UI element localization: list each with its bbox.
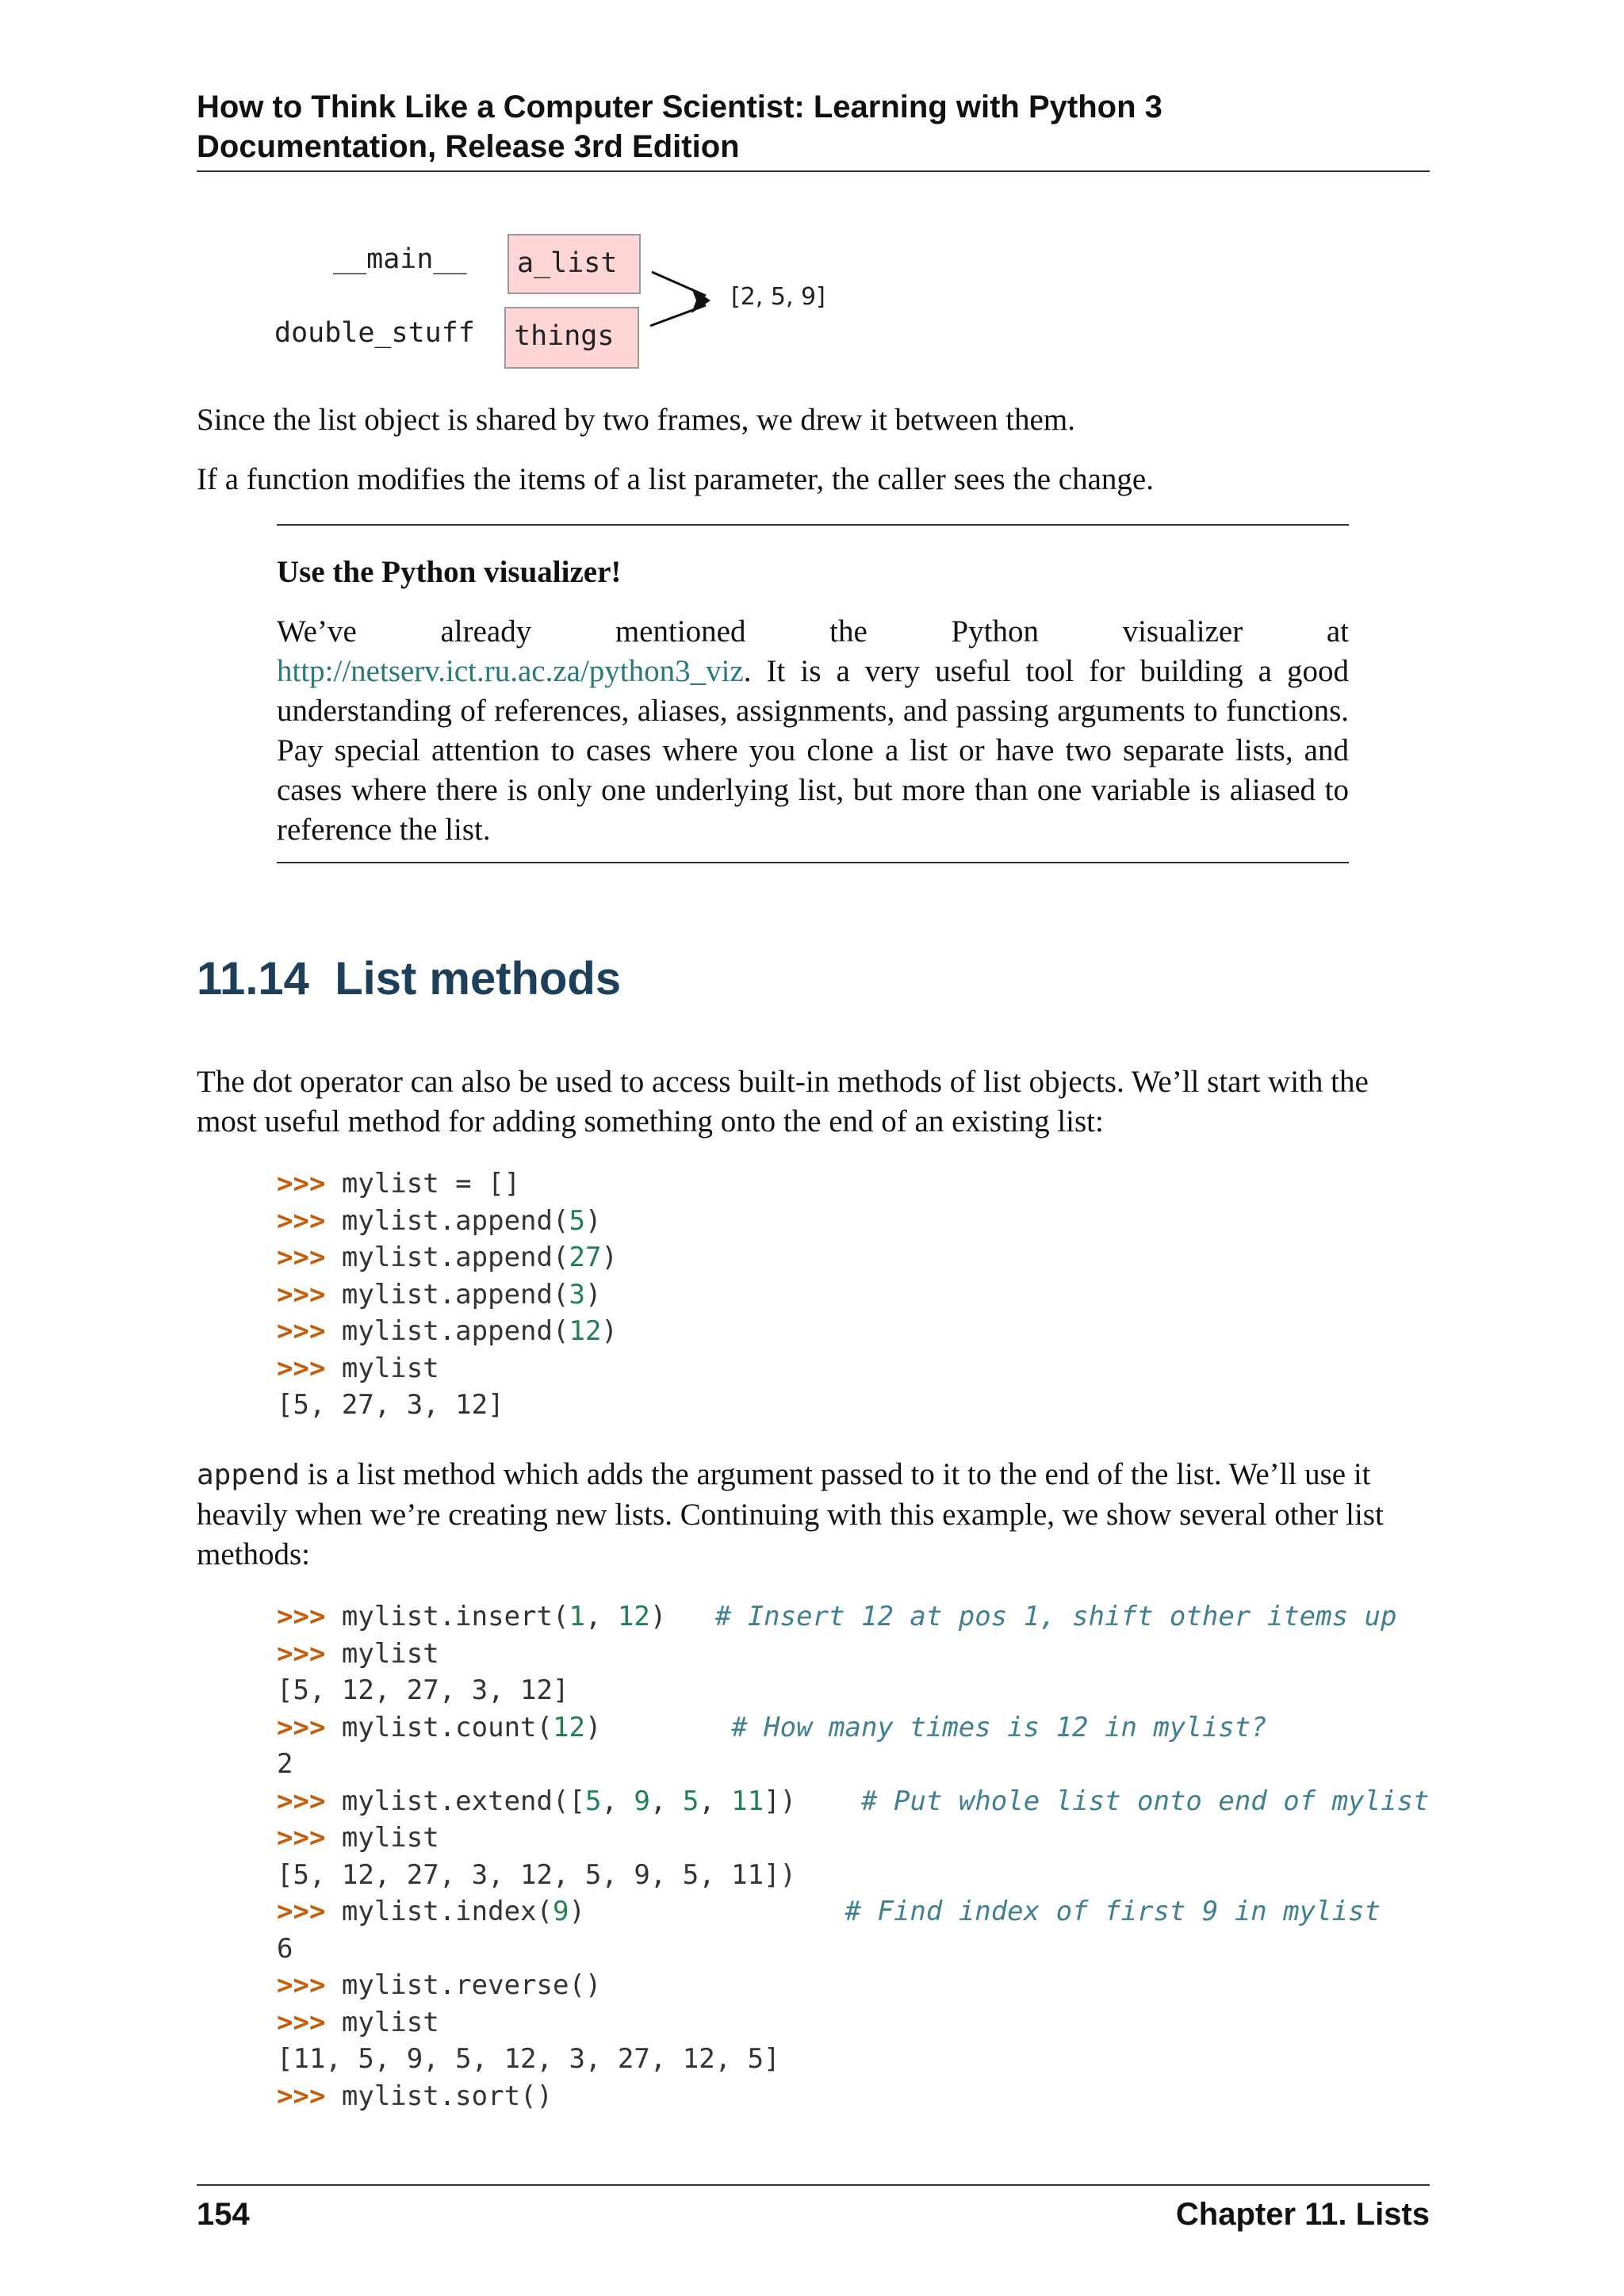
visualizer-link[interactable]: http://netserv.ict.ru.ac.za/python3_viz — [277, 654, 744, 688]
paragraph-append-text: is a list method which adds the argument passed to it to the end of the list. We’ll use it heavily when we’re creating new lists. Continuing with this example, we show several other list methods: — [197, 1457, 1384, 1571]
code-line — [277, 1820, 1429, 1857]
code-output: [5, 27, 3, 12] — [277, 1389, 504, 1421]
code-line — [277, 2078, 1429, 2115]
code-number: 12 — [569, 1315, 602, 1347]
code-output: [5, 12, 27, 3, 12] — [277, 1674, 569, 1706]
callout-bottom-rule — [277, 862, 1349, 863]
code-output: 6 — [277, 1932, 293, 1965]
code-number: 27 — [569, 1242, 602, 1273]
code-prompt: >>> — [277, 1637, 342, 1670]
page-number: 154 — [197, 2197, 250, 2232]
header-title-line-1: How to Think Like a Computer Scientist: Learning with Python 3 — [197, 90, 1162, 124]
code-line — [277, 2041, 1429, 2078]
paragraph-function-modifies: If a function modifies the items of a list parameter, the caller sees the change. — [197, 462, 1154, 496]
code-prompt: >>> — [277, 1278, 342, 1311]
code-text: mylist.reverse() — [341, 1969, 602, 2001]
code-line — [277, 1931, 1429, 1968]
callout-text-before-link: We’ve already mentioned the Python visualizer at — [277, 614, 1349, 649]
code-number: 12 — [553, 1711, 585, 1743]
code-line — [277, 1636, 1429, 1673]
code-number: 5 — [569, 1204, 585, 1237]
code-block-append — [277, 1165, 618, 1424]
code-text: ) — [584, 1204, 602, 1237]
code-text: , — [649, 1785, 683, 1817]
code-prompt: >>> — [277, 1601, 342, 1632]
code-prompt: >>> — [277, 1969, 342, 2001]
section-heading — [197, 951, 1430, 1007]
code-number: 5 — [584, 1785, 602, 1817]
code-line — [277, 1350, 618, 1387]
inline-code-append: append — [197, 1459, 301, 1491]
code-line — [277, 1276, 618, 1314]
footer-divider — [197, 2184, 1430, 2186]
code-text: ) — [584, 1711, 602, 1743]
code-output: 2 — [277, 1748, 293, 1780]
code-number: 12 — [617, 1601, 650, 1632]
code-text: mylist — [341, 1352, 439, 1384]
code-prompt: >>> — [277, 1242, 342, 1273]
code-prompt: >>> — [277, 1785, 342, 1817]
code-line — [277, 1857, 1429, 1894]
code-prompt: >>> — [277, 1822, 342, 1854]
header-divider — [197, 170, 1430, 172]
variable-box-things: things — [504, 307, 639, 369]
code-text: mylist = [] — [341, 1168, 521, 1200]
code-prompt: >>> — [277, 1168, 342, 1200]
callout-text-after-link: . It is a very useful tool for building a good understanding of references, aliases, assignments, and passing arguments to functions. Pay special attention to cases where you clone a list or have two separate lists, and cases where there is only one underlying list, but more than one variable is aliased to reference the list. — [277, 654, 1349, 847]
code-line — [277, 1893, 1429, 1931]
code-block-list-methods — [277, 1598, 1429, 2114]
code-number: 11 — [731, 1785, 764, 1817]
callout-body — [277, 612, 1349, 850]
section-title: List methods — [335, 953, 622, 1004]
code-text: ) — [601, 1242, 618, 1273]
paragraph-append — [197, 1455, 1430, 1575]
code-number: 9 — [553, 1896, 569, 1927]
code-text: ) — [649, 1601, 667, 1632]
frame-label-main: __main__ — [333, 243, 467, 275]
code-text: mylist — [341, 1637, 439, 1670]
code-text: ) — [601, 1315, 618, 1347]
code-text: , — [601, 1785, 634, 1817]
callout-top-rule — [277, 524, 1349, 526]
code-prompt: >>> — [277, 1896, 342, 1927]
code-text: mylist.append( — [341, 1278, 569, 1311]
code-number: 9 — [634, 1785, 650, 1817]
code-line — [277, 1203, 618, 1240]
code-line — [277, 1239, 618, 1276]
callout-title: Use the Python visualizer! — [277, 555, 622, 589]
code-prompt: >>> — [277, 2080, 342, 2112]
code-line — [277, 1165, 618, 1203]
code-text: mylist — [341, 1822, 439, 1854]
code-prompt: >>> — [277, 2006, 342, 2038]
code-prompt: >>> — [277, 1352, 342, 1384]
header-title-line-2: Documentation, Release 3rd Edition — [197, 129, 740, 164]
code-text: mylist.extend([ — [341, 1785, 585, 1817]
code-prompt: >>> — [277, 1204, 342, 1237]
code-comment: # Insert 12 at pos 1, shift other items up — [666, 1601, 1397, 1632]
running-header — [197, 87, 1430, 166]
code-prompt: >>> — [277, 1711, 342, 1743]
code-line — [277, 2004, 1429, 2042]
code-number: 3 — [569, 1278, 585, 1311]
code-line — [277, 1313, 618, 1350]
frame-label-double-stuff: double_stuff — [274, 317, 475, 349]
code-text: mylist.append( — [341, 1242, 569, 1273]
code-output: [11, 5, 9, 5, 12, 3, 27, 12, 5] — [277, 2043, 780, 2075]
code-line — [277, 1387, 618, 1424]
variable-box-a-list: a_list — [508, 234, 641, 294]
code-comment: # Find index of first 9 in mylist — [584, 1896, 1381, 1927]
stack-diagram — [262, 234, 880, 377]
paragraph-shared-list: Since the list object is shared by two frames, we drew it between them. — [197, 403, 1075, 437]
code-line — [277, 1709, 1429, 1747]
code-text: ]) — [764, 1785, 797, 1817]
chapter-title: Chapter 11. Lists — [1175, 2197, 1430, 2232]
section-number: 11.14 — [197, 953, 309, 1004]
code-text: mylist.count( — [341, 1711, 553, 1743]
code-number: 1 — [569, 1601, 585, 1632]
code-comment: # Put whole list onto end of mylist — [796, 1785, 1430, 1817]
code-text: mylist.append( — [341, 1315, 569, 1347]
code-comment: # How many times is 12 in mylist? — [601, 1711, 1267, 1743]
list-object-value: [2, 5, 9] — [731, 283, 825, 311]
code-line — [277, 1598, 1429, 1636]
code-line — [277, 1967, 1429, 2004]
code-text: ) — [584, 1278, 602, 1311]
code-text: mylist.index( — [341, 1896, 553, 1927]
code-line — [277, 1746, 1429, 1783]
code-text: , — [584, 1601, 618, 1632]
code-text: ) — [569, 1896, 585, 1927]
code-line — [277, 1672, 1429, 1709]
code-prompt: >>> — [277, 1315, 342, 1347]
code-text: mylist — [341, 2006, 439, 2038]
arrow-head — [691, 288, 710, 313]
code-text: , — [699, 1785, 732, 1817]
code-output: [5, 12, 27, 3, 12, 5, 9, 5, 11]) — [277, 1858, 797, 1891]
code-text: mylist.sort() — [341, 2080, 553, 2112]
paragraph-section-intro: The dot operator can also be used to access built-in methods of list objects. We’ll start with the most useful method for adding something onto the end of an existing list: — [197, 1065, 1369, 1138]
code-text: mylist.append( — [341, 1204, 569, 1237]
code-text: mylist.insert( — [341, 1601, 569, 1632]
code-line — [277, 1783, 1429, 1820]
code-number: 5 — [682, 1785, 699, 1817]
